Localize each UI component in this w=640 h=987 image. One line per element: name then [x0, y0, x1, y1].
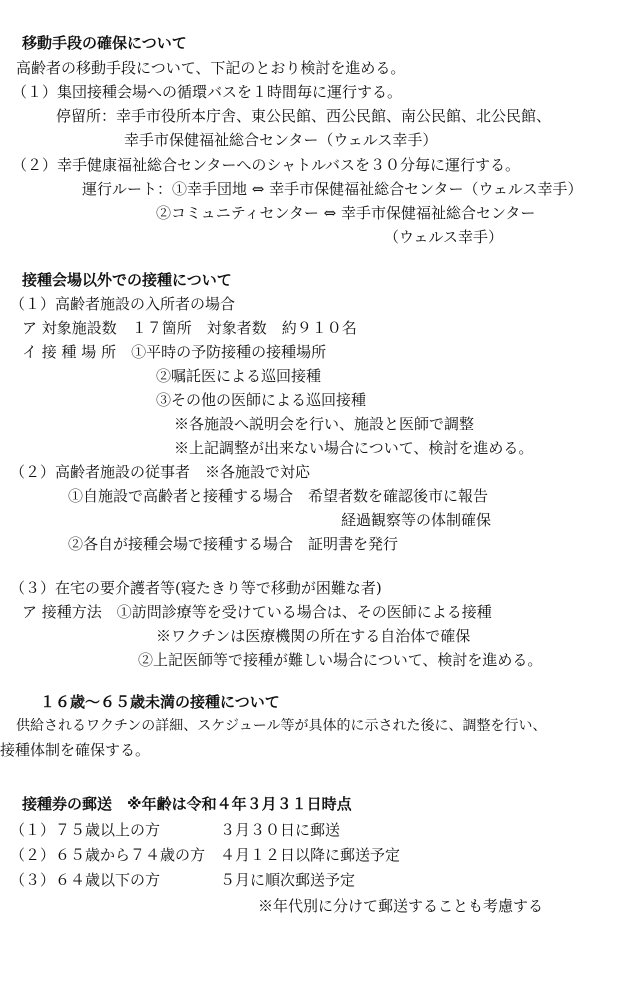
mailing-row-3: （３）６４歳以下の方 ５月に順次郵送予定	[10, 871, 356, 889]
staff-case-1-detail: 経過観察等の体制確保	[341, 511, 492, 529]
transport-intro: 高齢者の移動手段について、下記のとおり検討を進める。	[16, 59, 406, 77]
mailing-row-2: （２）６５歳から７４歳の方 ４月１２日以降に郵送予定	[10, 846, 401, 864]
route-line-3: （ウェルス幸手）	[384, 228, 503, 246]
section-heading-mailing: 接種券の郵送 ※年齢は令和４年３月３１日時点	[22, 795, 352, 813]
offsite-item-2: （２）高齢者施設の従事者 ※各施設で対応	[10, 463, 311, 481]
age-16-65-body-2: 接種体制を確保する。	[0, 741, 151, 759]
offsite-item-3: （３）在宅の要介護者等(寝たきり等で移動が困難な者)	[10, 579, 382, 597]
mailing-note: ※年代別に分けて郵送することも考慮する	[258, 897, 544, 915]
home-care-note: ※ワクチンは医療機関の所在する自治体で確保	[156, 627, 471, 645]
transport-item-2: （２）幸手健康福祉総合センターへのシャトルバスを３０分毎に運行する。	[12, 156, 521, 174]
offsite-location-3: ③その他の医師による巡回接種	[156, 391, 367, 409]
offsite-location-1: イ 接 種 場 所 ①平時の予防接種の接種場所	[22, 343, 327, 361]
age-16-65-body-1: 供給されるワクチンの詳細、スケジュール等が具体的に示された後に、調整を行い、	[16, 718, 547, 734]
section-heading-offsite: 接種会場以外での接種について	[22, 271, 232, 289]
home-care-method: ア 接種方法 ①訪問診療等を受けている場合は、その医師による接種	[22, 603, 492, 621]
section-heading-16-65: １６歳～６５歳未満の接種について	[40, 693, 280, 711]
transport-stops-line-1: 停留所：幸手市役所本庁舎、東公民館、西公民館、南公民館、北公民館、	[56, 107, 552, 125]
transport-stops-line-2: 幸手市保健福祉総合センター（ウェルス幸手）	[124, 131, 438, 149]
offsite-note-1: ※各施設へ説明会を行い、施設と医師で調整	[174, 415, 475, 433]
offsite-item-1: （１）高齢者施設の入所者の場合	[10, 295, 236, 313]
offsite-facilities-count: ア 対象施設数 １７箇所 対象者数 約９１０名	[22, 319, 357, 337]
mailing-row-1: （１）７５歳以上の方 ３月３０日に郵送	[10, 821, 341, 839]
route-line-1: 運行ルート：①幸手団地 ⇔ 幸手市保健福祉総合センター（ウェルス幸手）	[82, 180, 583, 198]
staff-case-2: ②各自が接種会場で接種する場合 証明書を発行	[68, 535, 399, 553]
section-heading-transport: 移動手段の確保について	[22, 34, 187, 52]
route-line-2: ②コミュニティセンター ⇔ 幸手市保健福祉総合センター	[156, 204, 536, 222]
home-care-method-2: ②上記医師等で接種が難しい場合について、検討を進める。	[138, 651, 543, 669]
offsite-note-2: ※上記調整が出来ない場合について、検討を進める。	[174, 439, 534, 457]
transport-item-1: （１）集団接種会場への循環バスを１時間毎に運行する。	[12, 83, 403, 101]
offsite-location-2: ②嘱託医による巡回接種	[156, 367, 322, 385]
staff-case-1: ①自施設で高齢者と接種する場合 希望者数を確認後市に報告	[68, 487, 489, 505]
